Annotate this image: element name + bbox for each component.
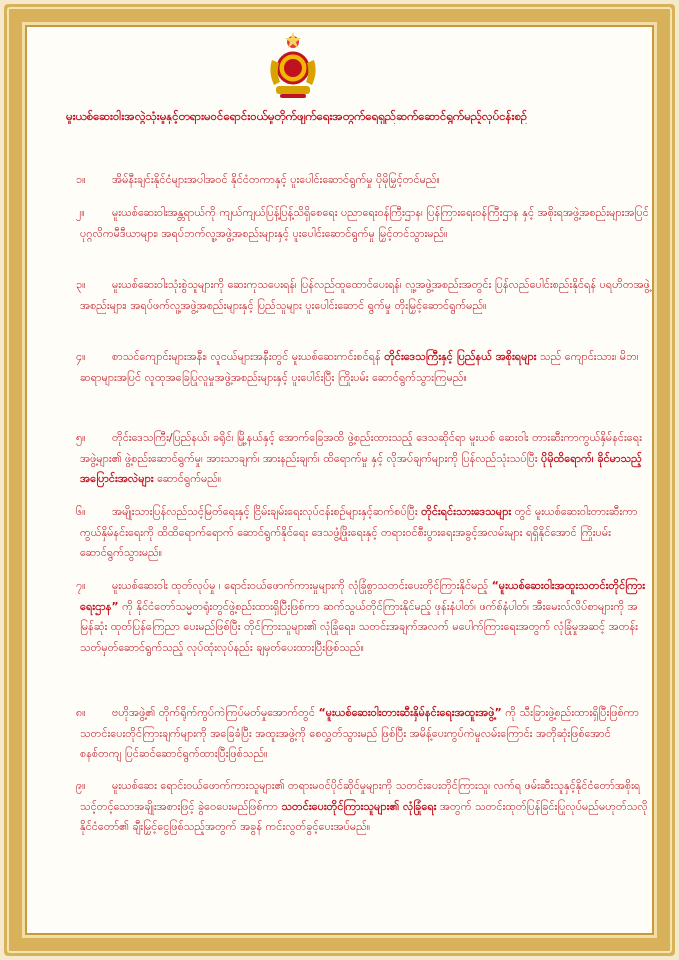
item-text [80, 428, 650, 490]
item-text: မူးယစ်ဆေးဝါးအန္တရာယ်ကို ကျယ်ကျယ်ပြန့်ပြန့်သိရှိစေရေး ပညာရေးဝန်ကြီးဌာန၊ ပြန်ကြားရေးဝန်ကြီးဌာန နှင့် အစိုးရအဖွဲ့အစည်းများအပြင် ပုဂ္ဂလိကမီဒီယာများ၊ အရပ်ဘက်လူ့အဖွဲ့အစည်းများနှင့် ပူးပေါင်းဆောင်ရွက်မှု မြှင့်တင်သွားမည်။ [80, 206, 649, 240]
item-text-a: မူးယစ်ဆေးဝါး ထုတ်လုပ်မှု ၊ ရောင်းဝယ်ဖောက်ကားမှုများကို လုံခြုံစွာသတင်းပေးတိုင်ကြားနိုင်မည့် [112, 579, 492, 592]
list-item [76, 275, 650, 316]
item-number: ၅။ [76, 431, 86, 444]
item-text-a: မူးယစ်ဆေး ရောင်းဝယ်ဖောက်ကားသူများ၏ တရားမဝင်ပိုင်ဆိုင်မှုများကို သတင်းပေးတိုင်ကြားသူ၊ လက်ရ ဖမ်းဆီးသူနှင့်နိုင်ငံတော်အစိုးရသင့်တင့်သောအချိုးအစားဖြင့် ခွဲဝေပေးမည်ဖြစ်ကာ [80, 779, 641, 813]
item-text [80, 776, 650, 838]
item-text-b: သည် ကျောင်းသား၊ မိဘ၊ ဆရာများအပြင် လူထုအခြေပြုလူမှုအဖွဲ့အစည်းများနှင့် ပူးပေါင်းပြီး ကြိုးပမ်း ဆောင်ရွက်သွားကြမည်။ [80, 350, 639, 384]
item-text [80, 502, 650, 564]
list-item [76, 203, 650, 244]
item-number: ၂။ [76, 206, 85, 219]
page-title: မူးယစ်ဆေးဝါးအလွဲသုံးမှုနှင့်တရားမဝင်ရောင်းဝယ်မှုတိုက်ဖျက်ရေးအတွက်ရေရှည်ဆက်ဆောင်ရွက်မည့်လုပ်ငန်းစဉ် [66, 109, 528, 123]
item-bold-text: တိုင်းရင်းသားဒေသများ [421, 505, 512, 518]
item-text: အိမ်နီးချင်းနိုင်ငံများအပါအဝင် နိုင်ငံတကာနှင့် ပူးပေါင်းဆောင်ရွက်မှု ပိုမိုမြှင့်တင်မည်။ [112, 173, 440, 186]
item-text-b: အတွက် သတင်းထုတ်ပြန်ခြင်းပြုလုပ်မည်မဟုတ်သလို နိုင်ငံတော်၏ ချီးမြှင့်ငွေဖြစ်သည့်အတွက် အခွန် ကင်းလွတ်ခွင့်ပေးအပ်မည်။ [80, 799, 648, 833]
item-number: ၈။ [76, 706, 86, 719]
item-text-a: စာသင်ကျောင်းများအနီး၊ လူငယ်များအနီးတွင် မူးယစ်ဆေးကင်းစင်ရန် [112, 350, 385, 363]
item-text-a: ဗဟိုအဖွဲ့၏ တိုက်ရိုက်ကွပ်ကဲကြပ်မတ်မှုအောက်တွင် [112, 706, 319, 719]
list-item [76, 576, 650, 658]
list-item [76, 428, 650, 490]
item-number: ၁။ [76, 173, 86, 186]
list-item [76, 502, 650, 564]
item-text-b: တွင် မူးယစ်ဆေးဝါးတားဆီးကာကွယ်နှိမ်နင်းရေးကို ထိထိရောက်ရောက် ဆောင်ရွက်နိုင်ရေး ဒေသဖွံ့ဖြိုးရေးနှင့် တရားဝင်စီးပွားရေးအခွင့်အလမ်းများ ရရှိနိုင်အောင် ကြိုးပမ်းဆောင်ရွက်သွားမည်။ [80, 505, 638, 559]
item-text-b: ကို နိုင်ငံတော်သမ္မတရုံးတွင်ဖွဲ့စည်းထားရှိပြီးဖြစ်ကာ ဆက်သွယ်တိုင်ကြားနိုင်မည့် ဖုန်းနံပါတ်၊ ဖက်စ်နံပါတ်၊ အီးမေးလ်လိပ်စာများကို အမြန်ဆုံး ထုတ်ပြန်ကြေညာ ပေးမည်ဖြစ်ပြီး တိုင်ကြားသူများ၏ လုံခြုံရေး၊ သတင်းအချက်အလက် မပေါက်ကြားရေးအတွက် လုံခြုံမှုအဆင့် အတန်း သတ်မှတ်ဆောင်ရွက်သည့် လုပ်ထုံးလုပ်နည်း ချမှတ်ပေးထားပြီးဖြစ်သည်။ [80, 599, 638, 654]
item-number: ၄။ [76, 350, 86, 363]
list-item [76, 170, 650, 191]
item-bold-text: တိုင်းဒေသကြီးနှင့် ပြည်နယ် အစိုးရများ [384, 350, 537, 363]
item-bold-text: သတင်းပေးတိုင်ကြားသူများ၏ လုံခြုံရေး [281, 799, 437, 813]
list-item [76, 703, 650, 765]
item-text-b: ဆောင်ရွက်မည်။ [153, 472, 222, 485]
item-text-b: ကို သီးခြားဖွဲ့စည်းထားရှိပြီးဖြစ်ကာ သတင်းပေးတိုင်ကြားချက်များကို အခြေခံပြီး အထူးအဖွဲ့ကို စေလွှတ်သွားမည် ဖြစ်ပြီး အမိန့်ပေးကွပ်ကဲမှုလမ်းကြောင်း အတိုဆုံးဖြစ်အောင် စနစ်တကျ ပြင်ဆင်ဆောင်ရွက်ထားပြီးဖြစ်သည်။ [80, 706, 639, 760]
item-number: ၉။ [76, 779, 86, 792]
item-text-a: အမျိုးသားပြန်လည်သင့်မြတ်ရေးနှင့် ငြိမ်းချမ်းရေးလုပ်ငန်းစဉ်များနှင့်ဆက်စပ်ပြီး [112, 505, 422, 518]
item-bold-text: “မူးယစ်ဆေးဝါးအထူးသတင်းတိုင်ကြားရေးဌာန” [80, 579, 646, 613]
item-text: မူးယစ်ဆေးဝါးသုံးစွဲသူများကို ဆေးကုသပေးရန်၊ ပြန်လည်ထူထောင်ပေးရန်၊ လူ့အဖွဲ့အစည်းအတွင်း ပြန်လည်ပေါင်းစည်းနိုင်ရန် ပရဟိတအဖွဲ့အစည်းများ၊ အရပ်ဖက်လူ့အဖွဲ့အစည်းများနှင့် ပြည်သူများ ပူးပေါင်းဆောင် ရွက်မှု တိုးမြှင့်ဆောင်ရွက်မည်။ [80, 278, 650, 312]
item-number: ၆။ [76, 505, 86, 518]
item-bold-text: “မူးယစ်ဆေးဝါးတားဆီးနှိမ်နင်းရေးအထူးအဖွဲ့” [318, 706, 502, 719]
item-number: ၃။ [76, 278, 86, 291]
item-bold-text: ပိုမိုထိရောက်၊ ခိုင်မာသည့် အပြောင်းအလဲများ [80, 451, 642, 485]
item-text [80, 703, 650, 765]
item-text [80, 576, 650, 658]
item-number: ၇။ [76, 579, 86, 592]
list-item [76, 347, 650, 388]
item-text [80, 347, 650, 388]
state-emblem-icon [266, 30, 320, 100]
item-text-a: တိုင်းဒေသကြီး/ပြည်နယ်၊ ခရိုင်၊ မြို့နယ်နှင့် အောက်ခြေအထိ ဖွဲ့စည်းထားသည့် ဒေသဆိုင်ရာ မူးယစ် ဆေးဝါး တားဆီးကာကွယ်နှိမ်နင်းရေးအဖွဲ့များ၏ ဖွဲ့စည်းဆောင်ရွက်မှု၊ အားသာချက်၊ အားနည်းချက်၊ ထိရောက်မှု နှင့် လိုအပ်ချက်များကို ပြန်လည်သုံးသပ်ပြီး [80, 431, 642, 465]
list-item [76, 776, 650, 838]
